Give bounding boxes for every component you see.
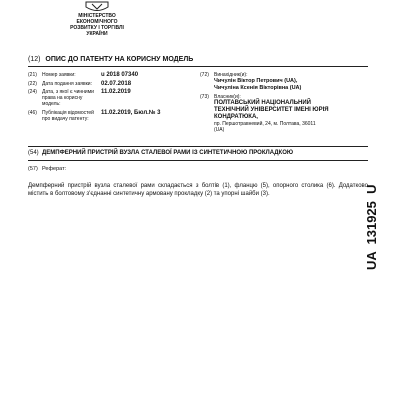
application-number-row [28,72,193,78]
inventor-name: Чичулін Віктор Петрович (UA), [214,78,298,84]
inid-code: (73) [200,94,209,100]
field-label: Винахідник(и): [214,72,248,78]
field-label: Публікація відомостей про видачу патенту: [42,109,94,122]
field-label: Дата подання заявки: [42,80,92,87]
patent-number-vertical [358,170,382,270]
invention-title [28,150,368,157]
owner-name: ТЕХНІЧНИЙ УНІВЕРСИТЕТ ІМЕНІ ЮРІЯ [214,107,329,113]
ministry-line: МІНІСТЕРСТВО [78,13,116,19]
title-text: ДЕМПФЕРНИЙ ПРИСТРІЙ ВУЗЛА СТАЛЕВОЇ РАМИ ІЗ СИНТЕТИЧНОЮ ПРОКЛАДКОЮ [42,150,294,156]
ministry-line: УКРАЇНИ [86,31,108,37]
field-value: 02.07.2018 [101,80,132,87]
divider [28,66,368,67]
field-value: 11.02.2019 [101,89,131,95]
inventor-name: Чичуліна Ксенія Вікторівна (UA) [214,84,302,91]
field-value: 11.02.2019, Бюл.№ 3 [101,109,161,116]
owner-address: пр. Першотравневий, 24, м. Полтава, 36011 [214,121,316,127]
field-label: Власник(и): [214,94,241,100]
owner-section [200,94,368,133]
inid-code: (21) [28,72,37,78]
field-label: Дата, з якої є чинними права на корисну модель: [42,89,94,107]
inid-code: (54) [28,150,39,156]
inid-code: (24) [28,89,37,95]
bibliographic-data [28,72,193,124]
side-number-text: UA 131925 U [364,184,379,270]
document-kind: ОПИС ДО ПАТЕНТУ НА КОРИСНУ МОДЕЛЬ [45,56,194,63]
document-kind-heading [28,56,193,63]
divider [28,160,368,161]
inid-code: (57) [28,166,38,172]
parties-data [200,72,368,136]
abstract-heading [28,166,66,173]
field-label: Номер заявки: [42,72,76,78]
inid-code: (12) [28,56,41,63]
rights-date-row [28,89,193,107]
divider [28,146,368,147]
publication-row [28,110,193,122]
inid-code: (72) [200,72,209,78]
inid-code: (22) [28,80,37,87]
filing-date-row [28,81,193,87]
state-emblem-icon [84,0,110,12]
ministry-line: ЕКОНОМІЧНОГО [76,19,118,25]
owner-address: (UA) [214,127,225,133]
field-value: u 2018 07340 [101,72,139,78]
abstract-label: Реферат: [42,166,67,172]
abstract-text: Демпферний пристрій вузла сталевої рами складається з болтів (1), фланцю (5), опорного столика (6). Додатково містить в болтовому з'єднанні синтетичну армовану прокладку (2) та упорні шайби (3). [28,183,368,197]
owner-name: ПОЛТАВСЬКИЙ НАЦІОНАЛЬНИЙ [214,100,311,106]
inventors-section [200,72,368,91]
inid-code: (46) [28,109,37,116]
ministry-line: РОЗВИТКУ І ТОРГІВЛІ [70,25,124,31]
ministry-name [58,13,136,37]
owner-name: КОНДРАТЮКА, [214,114,258,120]
